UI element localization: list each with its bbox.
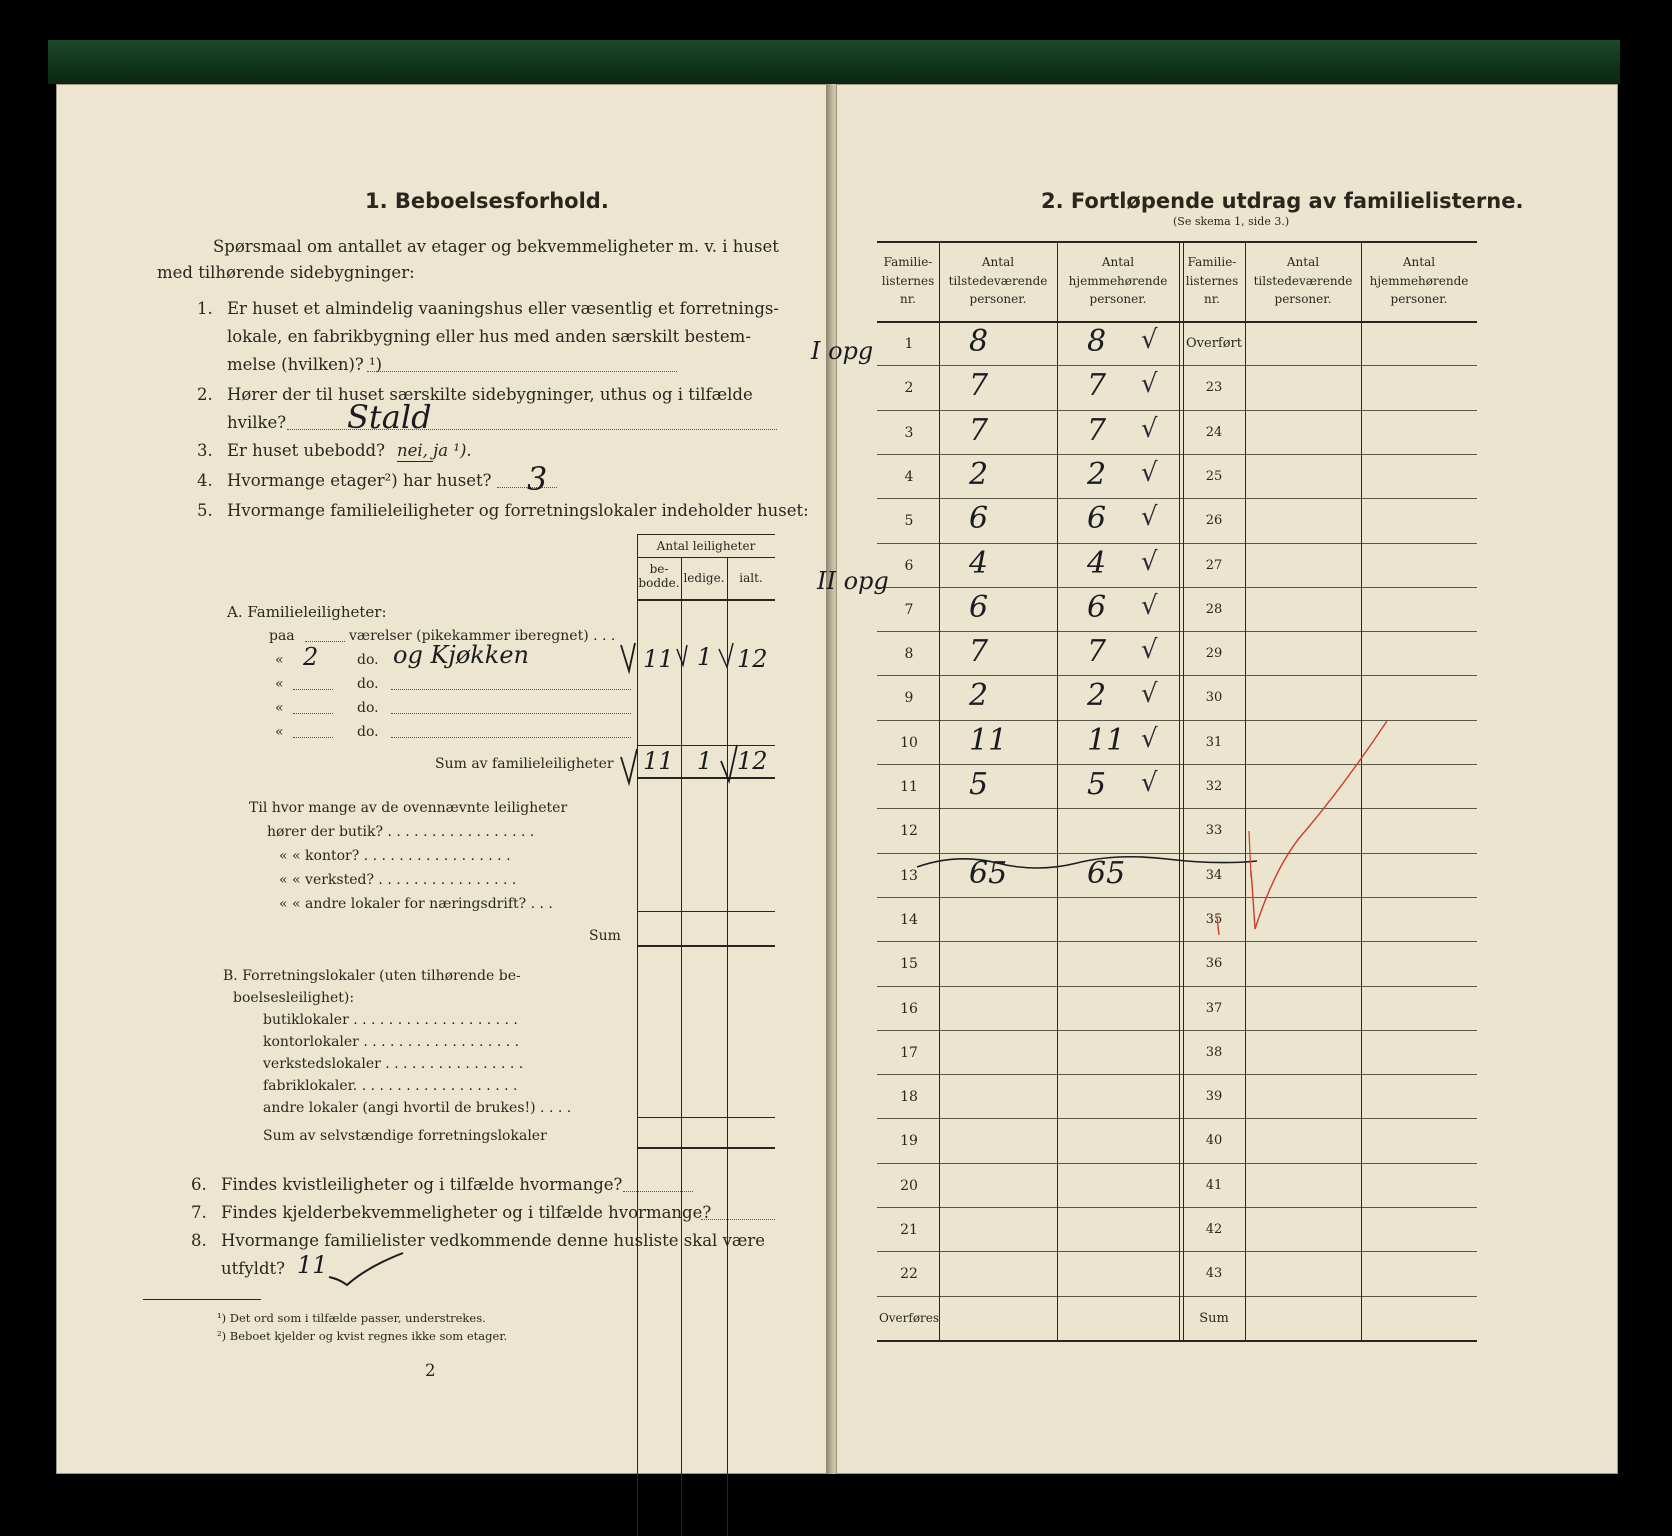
sum-familie-ialt: 12: [737, 747, 768, 775]
row-paa: paa: [269, 628, 295, 644]
apt-table-body-rule: [637, 599, 775, 601]
row4-do: do.: [357, 700, 379, 716]
row-home-value: 7: [1087, 368, 1107, 404]
section-b-line-2: boelsesleilighet):: [233, 990, 355, 1006]
table-row-rule: [877, 454, 1477, 455]
row-check-icon: √: [1141, 413, 1158, 444]
apt-table-header: Antal leiligheter: [656, 539, 756, 553]
row-nr-left: 16: [900, 1000, 918, 1017]
row-nr-left: 14: [900, 911, 918, 928]
row-nr-left: 1: [904, 336, 914, 352]
q2-number: 2.: [197, 385, 213, 404]
row-present-value: 11: [969, 722, 1008, 758]
til-line-1: Til hvor mange av de ovennævnte leiligheter: [249, 800, 568, 816]
row-nr-left: 21: [900, 1222, 918, 1238]
row2-hw-ialt: 12: [737, 645, 768, 673]
row-present-value: 6: [969, 589, 989, 625]
q6-number: 6.: [191, 1175, 207, 1194]
row-check-icon: √: [1141, 723, 1158, 754]
row-nr-left: 4: [904, 468, 914, 485]
q1-line-3: melse (hvilken)? ¹): [227, 355, 383, 374]
row-check-icon: √: [1141, 457, 1158, 488]
row-vaerelser: værelser (pikekammer iberegnet) . . .: [349, 628, 616, 644]
sum-familie-bebodde: 11: [643, 747, 674, 775]
row-nr-right: 23: [1205, 380, 1223, 396]
q8-line-1: Hvormange familielister vedkommende denne husliste skal være: [221, 1231, 766, 1250]
row-nr-right: 40: [1205, 1133, 1223, 1149]
row-check-icon: √: [1141, 546, 1158, 577]
row-nr-left: 13: [900, 867, 918, 884]
footnote-1: ¹) Det ord som i tilfælde passer, understrekes.: [217, 1311, 486, 1325]
row-check-icon: √: [1141, 590, 1158, 621]
row-nr-left: 17: [900, 1044, 918, 1061]
row-nr-right: 43: [1205, 1266, 1223, 1282]
q6-answer-line: [623, 1191, 693, 1192]
row-nr-left: 18: [900, 1089, 918, 1106]
row-nr-right: 34: [1205, 867, 1223, 883]
row-nr-left: 11: [900, 779, 918, 795]
row-nr-left: 2: [904, 380, 914, 397]
b-verksted: verkstedslokaler . . . . . . . . . . . . . . . .: [263, 1056, 524, 1072]
b-butik: butiklokaler . . . . . . . . . . . . . . . . . . .: [263, 1012, 518, 1028]
table-header-4: Familie- listernes nr.: [1185, 255, 1239, 307]
row-check-icon: √: [1141, 325, 1158, 355]
row-nr-left: 20: [900, 1177, 918, 1194]
row-present-value: 5: [969, 767, 989, 802]
row-nr-right: 32: [1205, 779, 1223, 794]
row-nr-left: 5: [904, 513, 914, 530]
table-row-rule: [877, 587, 1477, 588]
q1-number: 1.: [197, 299, 213, 318]
q2-line-2: hvilke?: [227, 413, 287, 432]
section-2-subtitle: (Se skema 1, side 3.): [1173, 215, 1290, 228]
q4-number: 4.: [197, 471, 213, 490]
q4-text: Hvormange etager²) har huset?: [227, 471, 492, 490]
left-page: [56, 84, 832, 1474]
q8-number: 8.: [191, 1231, 207, 1250]
col-ledige: ledige.: [683, 571, 725, 585]
table-header-5: Antal tilstedeværende personer.: [1253, 255, 1353, 307]
row-present-value: 4: [969, 545, 989, 581]
til-butik: hører der butik? . . . . . . . . . . . . . . . . .: [267, 824, 535, 840]
til-kontor: « « kontor? . . . . . . . . . . . . . . . . .: [279, 848, 511, 864]
til-sum-top-rule: [637, 911, 775, 912]
row-nr-right: 24: [1205, 424, 1223, 440]
row-home-value: 2: [1087, 678, 1107, 714]
q8-check-mark: [327, 1249, 407, 1289]
q1-line-1: Er huset et almindelig vaaningshus eller væsentlig et forretnings-: [227, 299, 779, 318]
table-header-1: Familie- listernes nr.: [881, 255, 935, 307]
row-nr-right: 29: [1205, 646, 1223, 662]
row-present-value: 8: [969, 324, 989, 359]
right-page: [811, 84, 1618, 1474]
apt-table-header-rule: [637, 557, 775, 558]
table-row-rule: [877, 1030, 1477, 1031]
row-present-value: 7: [969, 368, 989, 404]
q1-answer-line: [367, 371, 677, 372]
q5-number: 5.: [197, 501, 213, 520]
row-nr-right: 25: [1205, 468, 1223, 484]
table-row-rule: [877, 543, 1477, 544]
row-present-value: 2: [969, 456, 989, 492]
q7-text: Findes kjelderbekvemmeligheter og i tilfælde hvormange?: [221, 1203, 712, 1222]
til-andre: « « andre lokaler for næringsdrift? . . .: [279, 896, 553, 912]
row-nr-right: 39: [1205, 1089, 1223, 1105]
intro-line-2: med tilhørende sidebygninger:: [157, 263, 415, 282]
table-row-rule: [877, 498, 1477, 499]
q2-handwritten-answer: Stald: [347, 398, 432, 436]
q3-underline: [397, 461, 433, 462]
row-check-icon: √: [1141, 502, 1158, 533]
section-b-line-1: B. Forretningslokaler (uten tilhørende be-: [223, 968, 521, 984]
row3-blank: [293, 689, 333, 690]
section-a-label: A. Familieleiligheter:: [227, 603, 387, 621]
sum-familie-ledige: 1: [697, 747, 713, 775]
row-nr-right: Overført: [1186, 336, 1242, 351]
row-home-value: 11: [1087, 722, 1126, 758]
row2-hw-rooms: 2: [303, 643, 319, 671]
row-check-icon: √: [1141, 679, 1158, 710]
table-header-rule: [877, 321, 1477, 323]
apartment-check-marks: [577, 641, 777, 801]
row-home-value: 6: [1087, 501, 1107, 537]
row-nr-right: 27: [1205, 557, 1223, 573]
q1-line-2: lokale, en fabrikbygning eller hus med anden særskilt bestem-: [227, 327, 751, 346]
table-row-rule: [877, 1074, 1477, 1075]
q3-number: 3.: [197, 441, 213, 460]
annotation-strokes: [917, 721, 1387, 1001]
footnote-2: ²) Beboet kjelder og kvist regnes ikke som etager.: [217, 1329, 508, 1343]
row-nr-right: 31: [1205, 734, 1223, 750]
b-sum-bottom-rule: [637, 1147, 775, 1149]
b-sum-top-rule: [637, 1117, 775, 1118]
row-nr-left: 22: [900, 1266, 918, 1283]
q8-handwritten-answer: 11: [297, 1251, 328, 1279]
row-nr-left: 15: [900, 956, 918, 973]
table-bottom-rule: [877, 1340, 1477, 1342]
table-top-rule: [877, 241, 1477, 243]
row4-blank: [293, 713, 333, 714]
row-nr-right: 26: [1205, 513, 1223, 529]
margin-note-2: II opg: [817, 567, 889, 595]
b-sum-label: Sum av selvstændige forretningslokaler: [263, 1128, 547, 1144]
row4-quote: «: [275, 700, 284, 716]
row-check-icon: √: [1141, 369, 1158, 400]
row-nr-left: 12: [900, 823, 918, 840]
row-nr-left: 7: [904, 601, 914, 618]
table-row-rule: [877, 631, 1477, 632]
q2-line-1: Hører der til huset særskilte sidebygninger, uthus og i tilfælde: [227, 385, 753, 404]
top-binding-band: [48, 40, 1620, 84]
row-nr-right: 41: [1205, 1177, 1223, 1193]
b-andre: andre lokaler (angi hvortil de brukes!) . . . .: [263, 1100, 572, 1116]
q7-answer-line: [701, 1219, 775, 1220]
q8-line-2: utfyldt?: [221, 1259, 286, 1278]
row-present-value: 7: [969, 634, 989, 670]
table-row-rule: [877, 1118, 1477, 1119]
b-kontor: kontorlokaler . . . . . . . . . . . . . . . . . .: [263, 1034, 520, 1050]
table-row-rule: [877, 365, 1477, 366]
section-1-title: 1. Beboelsesforhold.: [365, 189, 609, 213]
row-home-value: 65: [1087, 855, 1126, 891]
q6-text: Findes kvistleiligheter og i tilfælde hvormange?: [221, 1175, 623, 1194]
q5-text: Hvormange familieleiligheter og forretningslokaler indeholder huset:: [227, 501, 809, 520]
row-check-icon: √: [1141, 635, 1158, 666]
row2-hw-bebodde: 11: [643, 645, 674, 673]
row-nr-right: 28: [1205, 601, 1223, 617]
row-nr-left: 3: [904, 424, 914, 441]
row-present-value: 65: [969, 855, 1008, 891]
intro-line-1: Spørsmaal om antallet av etager og bekvemmeligheter m. v. i huset: [213, 237, 779, 256]
q3-text: Er huset ubebodd?: [227, 441, 385, 460]
row2-quote: «: [275, 652, 284, 668]
row-home-value: 2: [1087, 456, 1107, 492]
col-ialt: ialt.: [739, 571, 763, 585]
row-home-value: 7: [1087, 634, 1107, 670]
col-bebodde: be- bodde.: [638, 562, 680, 590]
table-header-2: Antal tilstedeværende personer.: [948, 255, 1048, 307]
table-header-3: Antal hjemmehørende personer.: [1068, 255, 1168, 307]
row-nr-right: 35: [1205, 911, 1223, 927]
row-home-value: 5: [1087, 767, 1107, 802]
sum-familie-label: Sum av familieleiligheter: [435, 756, 614, 772]
row-nr-left: 6: [904, 557, 914, 574]
row5-quote: «: [275, 724, 284, 740]
row-present-value: 6: [969, 501, 989, 537]
q7-number: 7.: [191, 1203, 207, 1222]
row-home-value: 7: [1087, 412, 1107, 448]
table-row-rule: [877, 410, 1477, 411]
q4-handwritten-answer: 3: [527, 460, 548, 498]
til-verksted: « « verksted? . . . . . . . . . . . . . . . .: [279, 872, 517, 888]
row2-do: do.: [357, 652, 379, 668]
table-header-6: Antal hjemmehørende personer.: [1369, 255, 1469, 307]
row-nr-left: Overføres: [878, 1310, 940, 1325]
table-row-rule: [877, 1296, 1477, 1297]
til-sum-label: Sum: [589, 928, 621, 944]
row-nr-right: Sum: [1199, 1310, 1229, 1326]
margin-note-1: I opg: [811, 337, 874, 365]
row-present-value: 7: [969, 412, 989, 448]
row-nr-left: 9: [904, 690, 914, 707]
row3-quote: «: [275, 676, 284, 692]
row-nr-right: 36: [1205, 956, 1223, 972]
row-paa-blank: [305, 641, 345, 642]
row-nr-right: 33: [1205, 823, 1223, 839]
row-nr-right: 37: [1205, 1000, 1223, 1016]
row-nr-right: 38: [1205, 1044, 1223, 1060]
row-home-value: 4: [1087, 545, 1107, 581]
table-row-rule: [877, 675, 1477, 676]
row5-do: do.: [357, 724, 379, 740]
til-sum-bottom-rule: [637, 945, 775, 947]
table-row-rule: [877, 1251, 1477, 1252]
row-nr-left: 19: [900, 1133, 918, 1150]
q3-options: nei, ja ¹).: [397, 441, 472, 460]
row3-do: do.: [357, 676, 379, 692]
row2-hw-ledige: 1: [697, 643, 713, 671]
table-row-rule: [877, 1163, 1477, 1164]
row-nr-right: 42: [1205, 1222, 1223, 1237]
row-present-value: 2: [969, 678, 989, 714]
row-home-value: 8: [1087, 324, 1107, 359]
b-fabrik: fabriklokaler. . . . . . . . . . . . . . . . . . .: [263, 1078, 518, 1094]
row5-blank: [293, 737, 333, 738]
row-check-icon: √: [1141, 768, 1158, 798]
row-nr-left: 10: [900, 734, 918, 751]
footnote-rule: [143, 1299, 261, 1300]
row-home-value: 6: [1087, 589, 1107, 625]
page-number: 2: [425, 1361, 436, 1380]
row2-hw-kitchen: og Kjøkken: [393, 641, 530, 669]
apt-table-top-rule: [637, 534, 775, 535]
row-nr-right: 30: [1205, 690, 1223, 706]
row-nr-left: 8: [904, 646, 914, 663]
table-row-rule: [877, 1207, 1477, 1208]
section-2-title: 2. Fortløpende utdrag av familielisterne.: [1041, 189, 1524, 213]
